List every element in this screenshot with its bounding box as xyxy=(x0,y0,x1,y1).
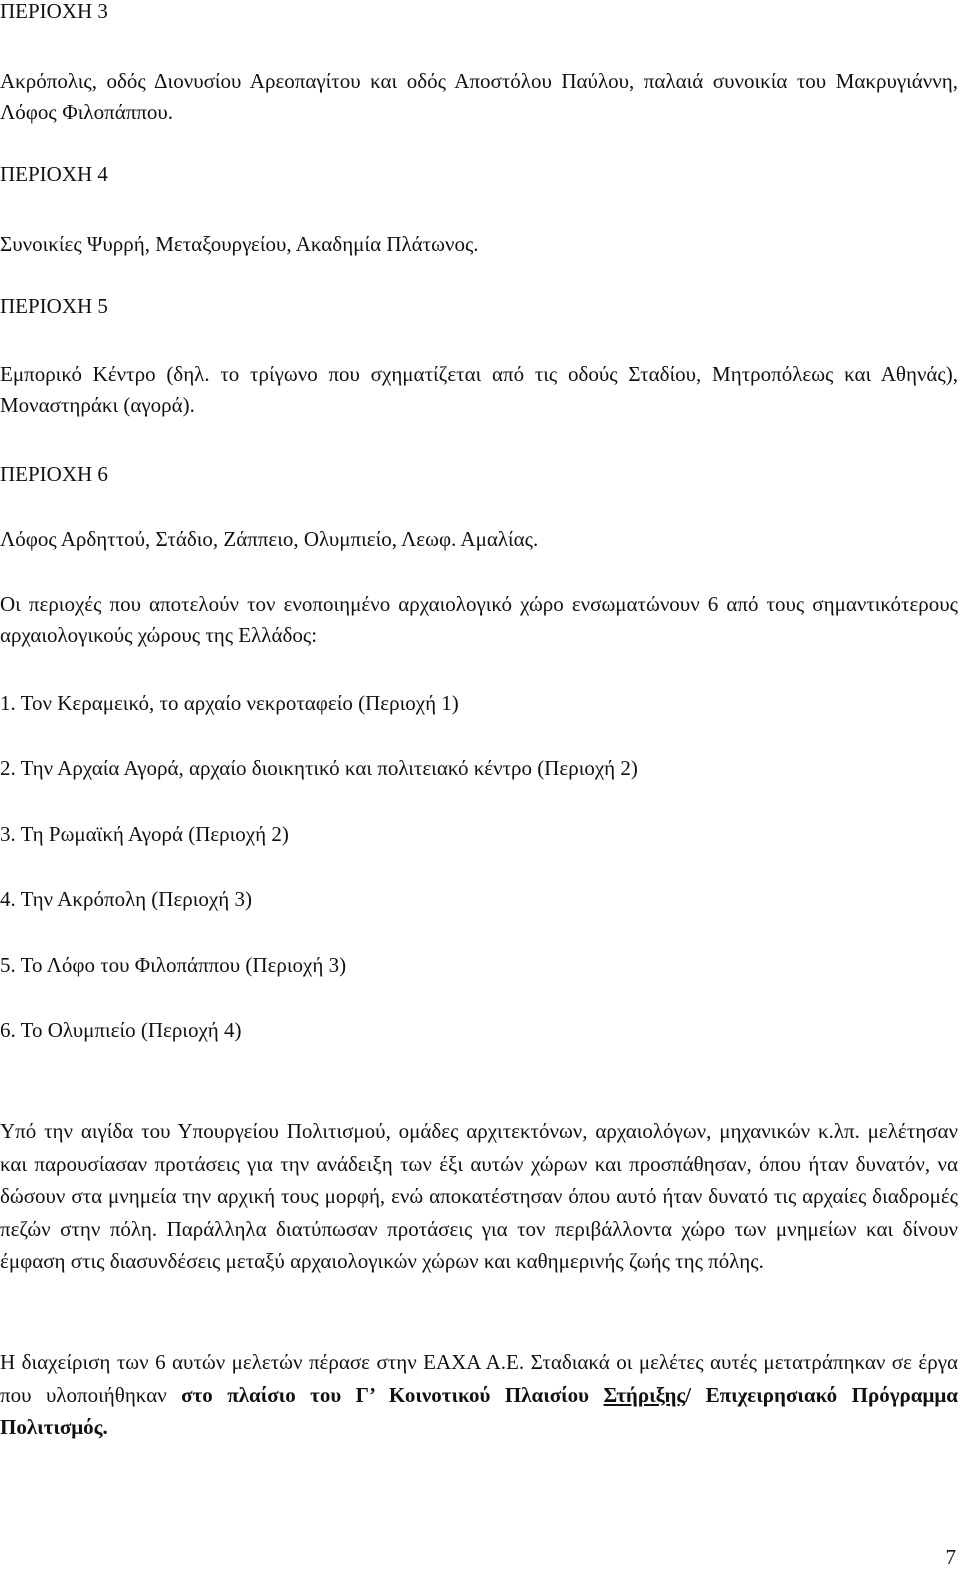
closing-paragraph: Υπό την αιγίδα του Υπουργείου Πολιτισμού, ομάδες αρχιτεκτόνων, αρχαιολόγων, μηχανικών κ.λπ. μελέτησαν και παρουσίασαν προτάσεις για την ανάδειξη των έξι αυτών χώρων και προσπάθησαν, όπου ήταν δυνατόν, να δώσουν στα μνημεία την αρχική τους μορφή, ενώ αποκατέστησαν όπου αυτό ήταν δυνατό τις αρχαίες διαδρομές πεζών στην πόλη. Παράλληλα διατύπωσαν προτάσεις για τον περιβάλλοντα χώρο των μνημείων και δίνουν έμφαση στις διασυνδέσεις μεταξύ αρχαιολογικών χώρων και καθημερινής ζωής της πόλης. xyxy=(0,1119,958,1273)
closing-second-paragraph xyxy=(0,1346,958,1444)
area-5-heading: ΠΕΡΙΟΧΗ 5 xyxy=(0,294,108,318)
area-3-heading: ΠΕΡΙΟΧΗ 3 xyxy=(0,0,108,23)
site-item-4: 4. Την Ακρόπολη (Περιοχή 3) xyxy=(0,887,252,911)
intro-paragraph: Οι περιοχές που αποτελούν τον ενοποιημένο αρχαιολογικό χώρο ενσωματώνουν 6 από τους σημαντικότερους αρχαιολογικούς χώρους της Ελλάδος: xyxy=(0,592,958,647)
area-4-description: Συνοικίες Ψυρρή, Μεταξουργείου, Ακαδημία Πλάτωνος. xyxy=(0,232,479,256)
site-item-1: 1. Τον Κεραμεικό, το αρχαίο νεκροταφείο (Περιοχή 1) xyxy=(0,691,459,715)
closing-second-bold: στο πλαίσιο του Γ’ Κοινοτικού Πλαισίου xyxy=(181,1382,590,1407)
closing-second-bold-underlined: Στήριξης xyxy=(603,1382,686,1407)
closing-second-text: Η διαχείριση των 6 αυτών μελετών πέρασε στην ΕΑΧΑ Α.Ε. Σταδιακά οι μελέτες αυτές μετατράπηκαν σε έργα που υλοποιήθηκαν xyxy=(0,1350,958,1407)
site-item-5: 5. Το Λόφο του Φιλοπάππου (Περιοχή 3) xyxy=(0,953,347,977)
area-6-heading: ΠΕΡΙΟΧΗ 6 xyxy=(0,462,108,486)
site-item-6: 6. Το Ολυμπιείο (Περιοχή 4) xyxy=(0,1018,242,1042)
area-6-description: Λόφος Αρδηττού, Στάδιο, Ζάππειο, Ολυμπιείο, Λεωφ. Αμαλίας. xyxy=(0,527,539,551)
site-item-2: 2. Την Αρχαία Αγορά, αρχαίο διοικητικό και πολιτειακό κέντρο (Περιοχή 2) xyxy=(0,756,638,780)
page-number: 7 xyxy=(945,1545,956,1569)
site-item-3: 3. Τη Ρωμαϊκή Αγορά (Περιοχή 2) xyxy=(0,822,289,846)
area-5-description: Εμπορικό Κέντρο (δηλ. το τρίγωνο που σχηματίζεται από τις οδούς Σταδίου, Μητροπόλεως και Αθηνάς), Μοναστηράκι (αγορά). xyxy=(0,362,958,417)
area-4-heading: ΠΕΡΙΟΧΗ 4 xyxy=(0,162,108,186)
area-3-description: Ακρόπολις, οδός Διονυσίου Αρεοπαγίτου και οδός Αποστόλου Παύλου, παλαιά συνοικία του Μακρυγιάννη, Λόφος Φιλοπάππου. xyxy=(0,69,958,124)
closing-second-bold-tail: / Επιχειρησιακό Πρόγραμμα Πολιτισμός. xyxy=(0,1382,958,1439)
